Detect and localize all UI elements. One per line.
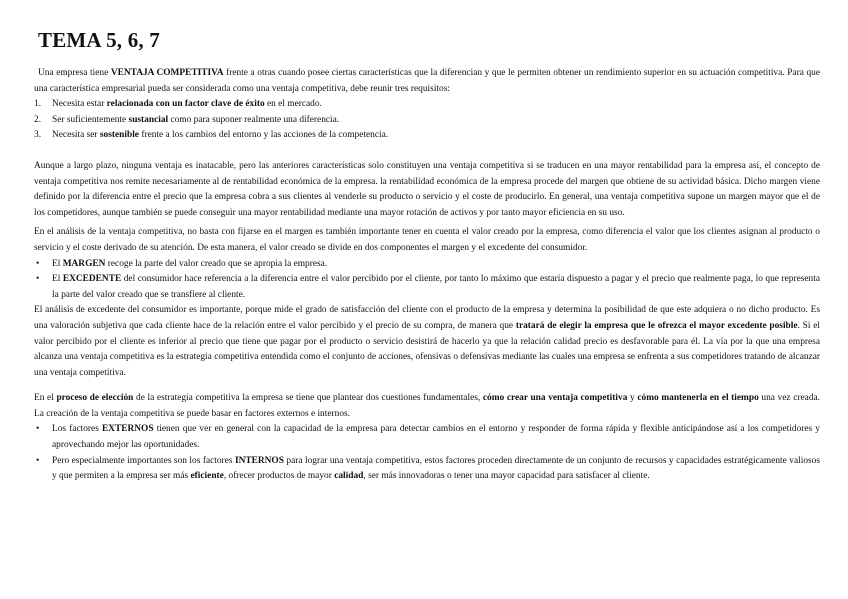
document-body — [34, 66, 820, 485]
text-run: Pero especialmente importantes son los factores — [52, 455, 235, 466]
bullet-icon: • — [36, 455, 40, 466]
bold-term: tratará de elegir la empresa que le ofrezca el mayor excedente posible — [515, 320, 798, 331]
bold-term: calidad — [334, 471, 364, 482]
list-item — [34, 97, 820, 113]
spacer — [34, 144, 820, 159]
text-run: El — [52, 258, 63, 269]
text-run: para lograr una ventaja competitiva, estos factores proceden directamente de un conjunto de recursos y capacidades estratégicamente valiosos y que permiten a la empresa ser más — [52, 455, 820, 482]
text-run: tienen que ver en general con la capacidad de la empresa para detectar cambios en el entorno y responder de forma rápida y flexible anticipándose así a los competidores y aprovechando mejor las oportunidades. — [52, 424, 820, 451]
bullet-icon: • — [36, 274, 40, 285]
spacer — [34, 381, 820, 391]
text-run: Los factores — [52, 424, 102, 435]
text-run: Necesita ser — [52, 130, 100, 141]
bold-term: proceso de elección — [56, 393, 134, 404]
list-number: 3. — [34, 130, 42, 141]
valor-creado-paragraph: En el análisis de la ventaja competitiva, no basta con fijarse en el margen es también importante tener en cuenta el valor creado por la empresa, como diferencia el valor que los clientes asignan al producto o servicio y el coste derivado de su atención. De esta manera, el valor creado se divide en dos componentes el margen y el excedente del consumidor. — [34, 227, 820, 253]
text-run: Una empresa tiene — [38, 68, 111, 78]
list-item — [34, 454, 820, 485]
excedente-paragraph — [34, 303, 820, 381]
rentabilidad-paragraph: Aunque a largo plazo, ninguna ventaja es inatacable, pero las anteriores características solo constituyen una ventaja competitiva si se traducen en una mayor rentabilidad para la empresa así, el concepto de ventaja competitiva nos remite necesariamente al de rentabilidad económica de la empresa. la rentabilidad económica de la empresa procede del margen que obtiene de su actividad básica. Dicho margen viene definido por la diferencia entre el precio que la empresa cobra a sus clientes al venderle su producto o servicio y el coste de producirlo. En general, una ventaja competitiva supone un margen mayor que el de los competidores, aunque también se puede conseguir una mayor rentabilidad mediante una mayor rotación de activos y por tanto mayor eficiencia en su uso. — [34, 160, 820, 218]
text-run: , ser más innovadoras o tener una mayor capacidad para satisfacer al cliente. — [363, 471, 650, 482]
list-item — [34, 257, 820, 273]
bold-term: MARGEN — [62, 258, 106, 269]
intro-paragraph — [34, 66, 820, 97]
text-run: Ser suficientemente — [52, 114, 129, 125]
bullet-icon: • — [36, 424, 40, 435]
list-item — [34, 422, 820, 453]
text-run: recoge la parte del valor creado que se apropia la empresa. — [105, 258, 328, 269]
factors-list — [34, 422, 820, 484]
text-run: . Si el valor percibido por el cliente es inferior al precio que tiene que pagar por el producto o servicio desistirá de hacerlo ya que la relación calidad precio es desfavorable para él. La vía por la que una empresa alcanza una ventaja competitiva es la estrategia competitiva entendida como el conjunto de acciones, ofensivas o defensivas mediante las cuales una empresa se enfrenta a sus competidores tratando de alcanzar una ventaja competitiva. — [34, 320, 821, 378]
text-run: del consumidor hace referencia a la diferencia entre el valor percibido por el cliente, por tanto lo máximo que estaría dispuesto a pagar y el precio que realmente paga, lo que representa la parte del valor creado que se transfiere al cliente. — [52, 274, 820, 300]
bold-term: EXCEDENTE — [62, 274, 122, 285]
list-item — [34, 113, 820, 129]
text-run: de la estrategia competitiva la empresa se tiene que plantear dos cuestiones fundamentales, — [133, 393, 483, 404]
text-run: En el — [34, 393, 57, 404]
bold-term: VENTAJA COMPETITIVA — [110, 68, 224, 78]
bold-term: relacionada con un factor clave de éxito — [106, 99, 265, 110]
text-run: una vez creada. La creación de la ventaja competitiva se puede basar en factores externos e internos. — [34, 393, 821, 419]
text-run: frente a los cambios del entorno y las acciones de la competencia. — [138, 130, 389, 141]
requirements-list — [34, 97, 820, 144]
text-run: como para suponer realmente una diferencia. — [168, 114, 340, 125]
bold-term: INTERNOS — [234, 455, 284, 466]
list-item — [34, 272, 820, 303]
bullet-icon: • — [36, 258, 40, 269]
list-number: 2. — [34, 114, 42, 125]
bold-term: cómo mantenerla en el tiempo — [637, 393, 759, 404]
text-run: , ofrecer productos de mayor — [223, 471, 335, 482]
bold-term: sostenible — [99, 130, 139, 141]
text-run: frente a otras cuando posee ciertas características que la diferencian y que le permiten obtener un rendimiento superior en su actuación competitiva. Para que una característica empresarial pueda ser considerada como una ventaja competitiva, debe reunir tres requisitos: — [34, 68, 820, 94]
list-number: 1. — [34, 99, 42, 110]
text-run: y — [627, 393, 638, 404]
text-run: El análisis de excedente del consumidor es importante, porque mide el grado de satisfacción del cliente con el producto de la empresa y determina la posibilidad de que este adquiera o no dicho producto. Es una valoración subjetiva que cada cliente hace de la relación entre el valor percibido y el precio de su compra, de manera que — [34, 305, 820, 331]
text-run: El — [52, 274, 63, 285]
proceso-eleccion-paragraph — [34, 391, 820, 422]
value-components-list — [34, 257, 820, 304]
text-run: en el mercado. — [264, 99, 322, 110]
bold-term: cómo crear una ventaja competitiva — [482, 393, 628, 404]
list-item — [34, 128, 820, 144]
bold-term: EXTERNOS — [101, 424, 154, 435]
page-title: TEMA 5, 6, 7 — [38, 28, 160, 52]
text-run: Necesita estar — [52, 99, 107, 110]
bold-term: eficiente — [190, 471, 224, 482]
bold-term: sustancial — [128, 114, 169, 125]
